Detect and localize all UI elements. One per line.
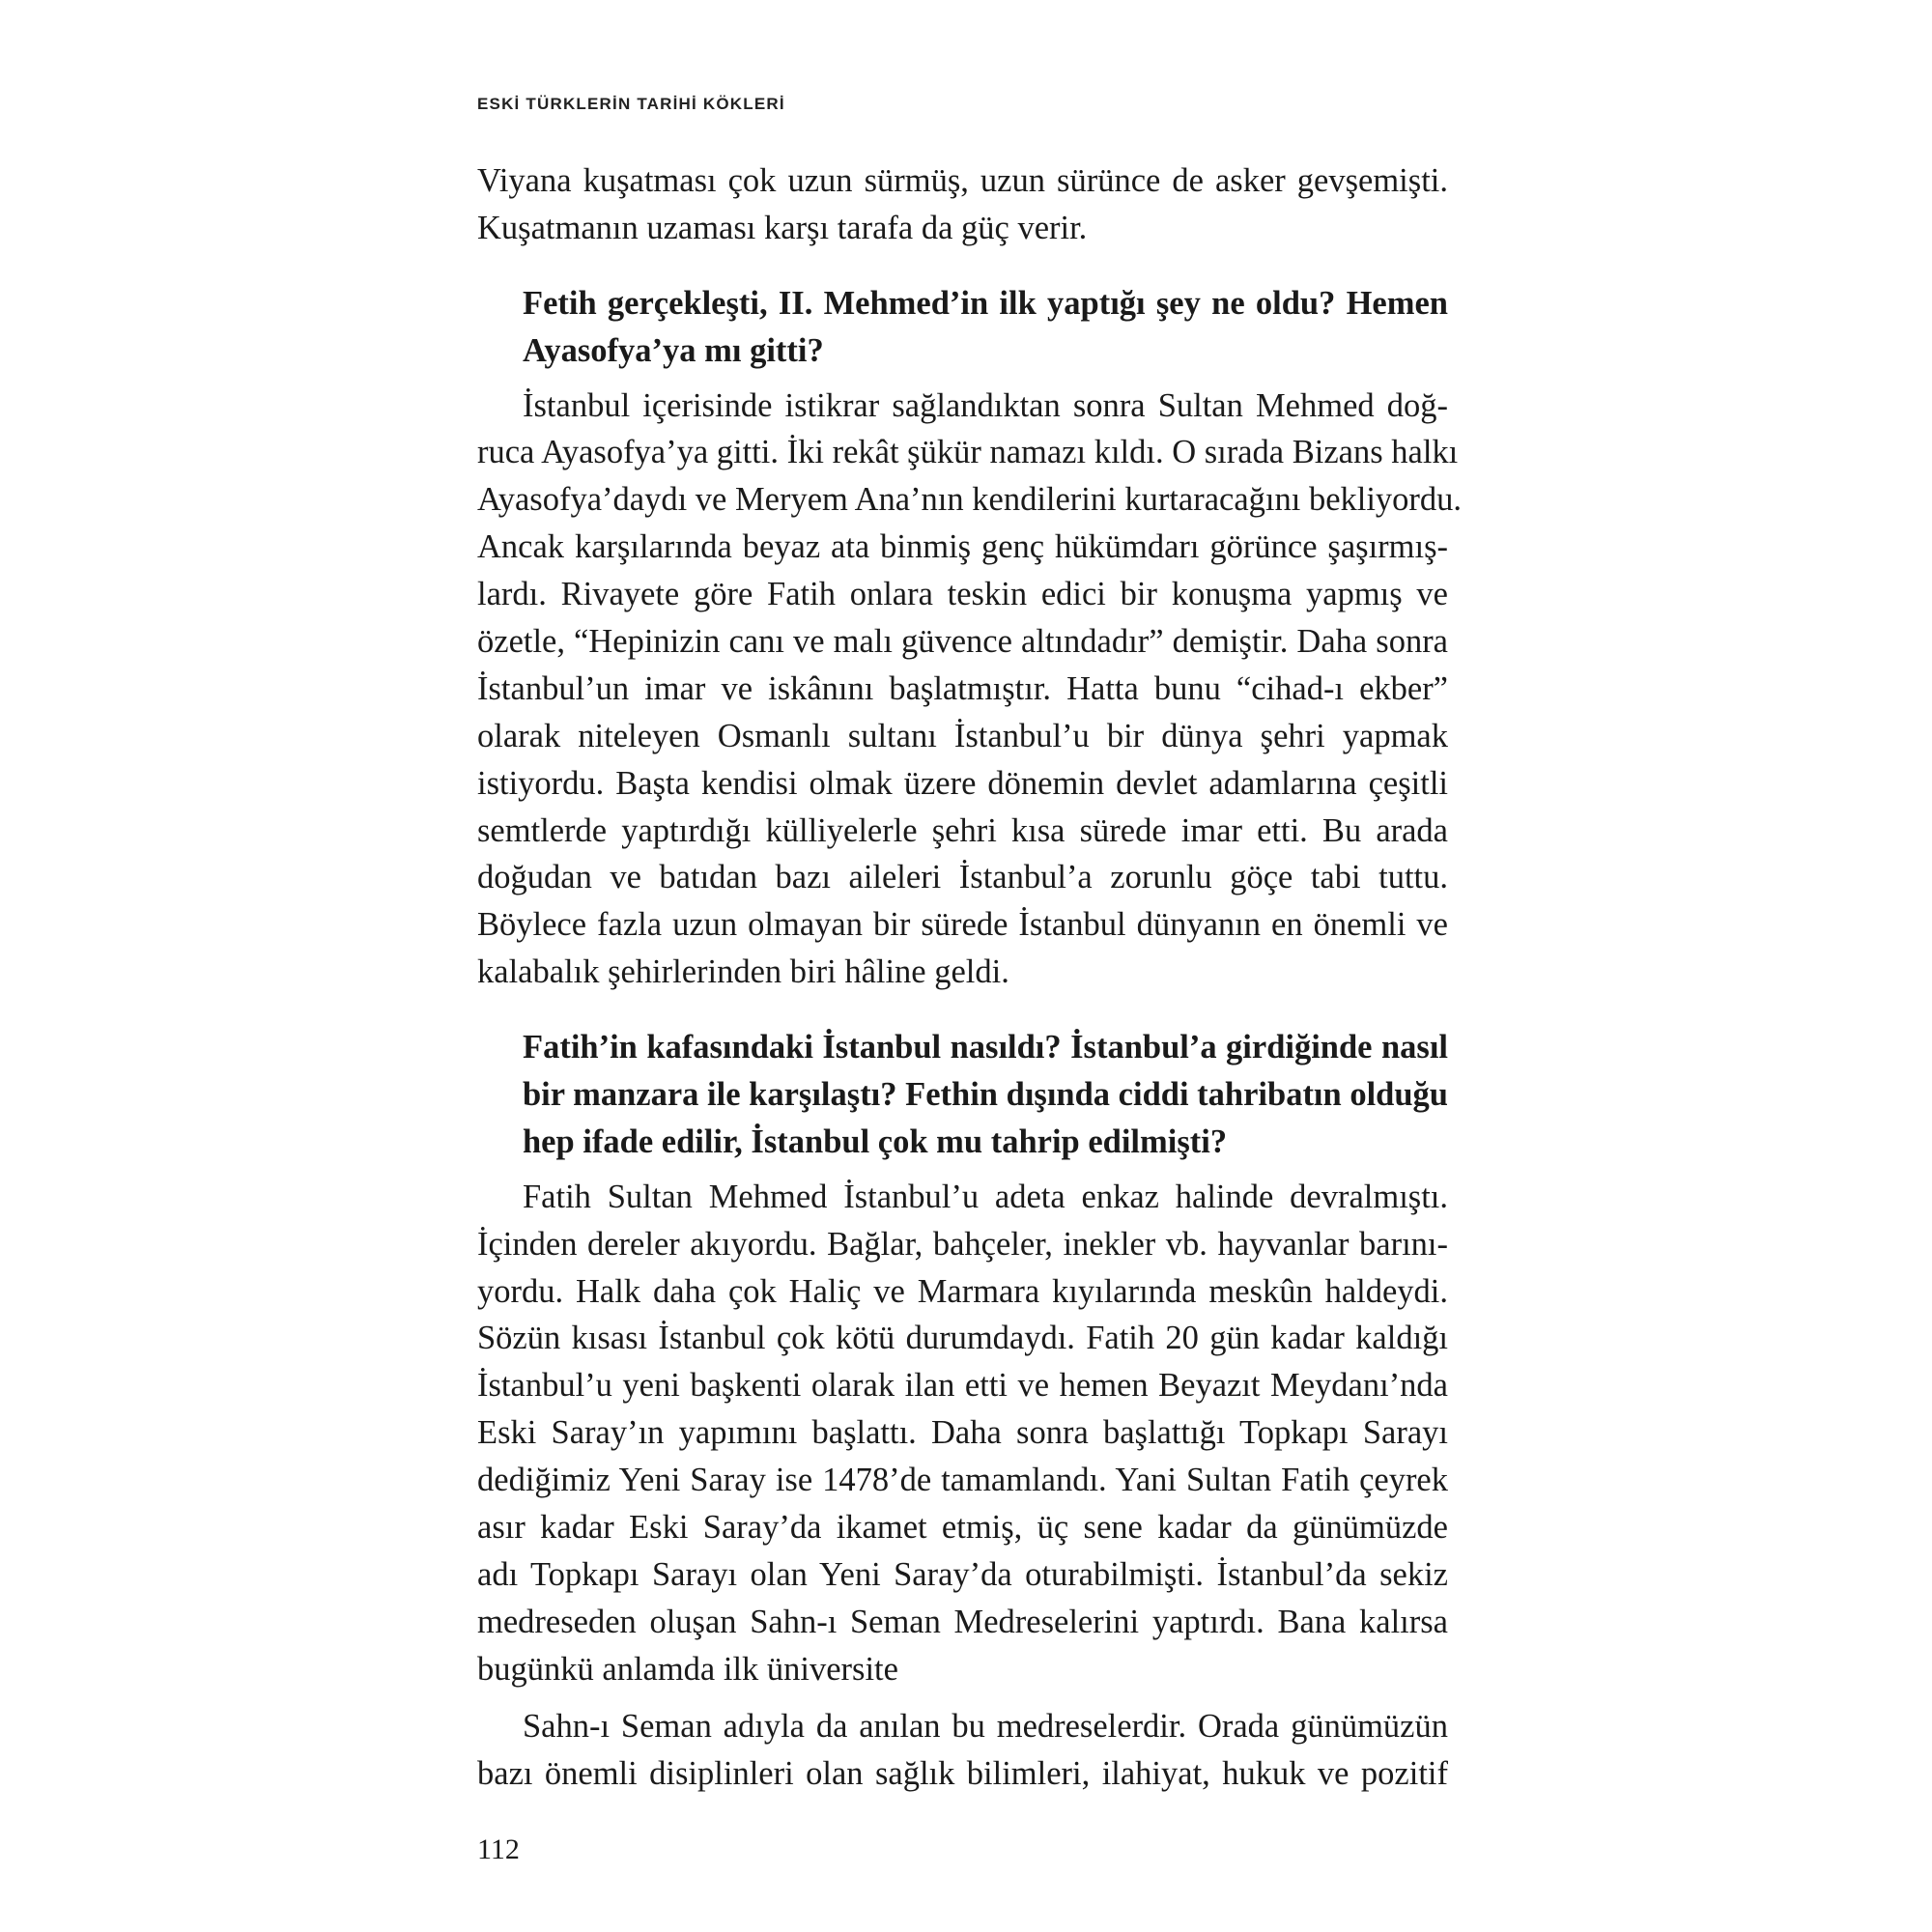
text-line: ruca Ayasofya’ya gitti. İki rekât şükür namazı kıldı. O sırada Bizans halkı bbox=[477, 434, 1459, 471]
text-line: istiyordu. Başta kendisi olmak üzere dönemin devlet adamlarına çeşitli bbox=[477, 764, 1448, 802]
text-line: Sahn-ı Seman adıyla da anılan bu medreselerdir. Orada günümüzün bbox=[523, 1707, 1448, 1745]
text-line: lardı. Rivayete göre Fatih onlara teskin edici bir konuşma yapmış ve bbox=[477, 576, 1448, 613]
text-line: bugünkü anlamda ilk üniversite bbox=[477, 1650, 898, 1688]
answer-2-paragraph bbox=[477, 1174, 1448, 1693]
question-line: Fatih’in kafasındaki İstanbul nasıldı? İstanbul’a girdiğinde nasıl bbox=[523, 1029, 1448, 1066]
question-2 bbox=[477, 1024, 1448, 1166]
text-line: Eski Saray’ın yapımını başlattı. Daha sonra başlattığı Topkapı Sarayı bbox=[477, 1414, 1448, 1452]
text-line: özetle, “Hepinizin canı ve malı güvence altındadır” demiştir. Daha sonra bbox=[477, 623, 1448, 661]
answer-1-paragraph bbox=[477, 383, 1463, 997]
text-line: adı Topkapı Sarayı olan Yeni Saray’da oturabilmişti. İstanbul’da sekiz bbox=[477, 1555, 1448, 1593]
text-line: dediğimiz Yeni Saray ise 1478’de tamamlandı. Yani Sultan Fatih çeyrek bbox=[477, 1462, 1448, 1499]
text-line: Kuşatmanın uzaması karşı tarafa da güç verir. bbox=[477, 209, 1088, 246]
question-line: hep ifade edilir, İstanbul çok mu tahrip edilmişti? bbox=[523, 1122, 1228, 1160]
question-line: Fetih gerçekleşti, II. Mehmed’in ilk yaptığı şey ne oldu? Hemen bbox=[523, 284, 1448, 322]
text-line: bazı önemli disiplinleri olan sağlık bilimleri, ilahiyat, hukuk ve pozitif bbox=[477, 1754, 1448, 1792]
question-1 bbox=[477, 280, 1448, 375]
text-line: İstanbul’u yeni başkenti olarak ilan etti ve hemen Beyazıt Meydanı’nda bbox=[477, 1367, 1448, 1405]
answer-3-paragraph bbox=[477, 1703, 1448, 1798]
text-line: Sözün kısası İstanbul çok kötü durumdaydı. Fatih 20 gün kadar kaldığı bbox=[477, 1320, 1448, 1357]
text-line: olarak niteleyen Osmanlı sultanı İstanbul’u bir dünya şehri yapmak bbox=[477, 717, 1448, 754]
text-line: asır kadar Eski Saray’da ikamet etmiş, üç sene kadar da günümüzde bbox=[477, 1509, 1448, 1547]
text-line: Ancak karşılarında beyaz ata binmiş genç hükümdarı görünce şaşırmış- bbox=[477, 528, 1448, 566]
page-number: 112 bbox=[477, 1833, 520, 1865]
text-line: Viyana kuşatması çok uzun sürmüş, uzun sürünce de asker gevşemişti. bbox=[477, 162, 1448, 199]
text-line: İstanbul içerisinde istikrar sağlandıktan sonra Sultan Mehmed doğ- bbox=[523, 386, 1448, 424]
question-line: Ayasofya’ya mı gitti? bbox=[523, 331, 824, 369]
text-line: doğudan ve batıdan bazı aileleri İstanbul’a zorunlu göçe tabi tuttu. bbox=[477, 859, 1448, 896]
body-text bbox=[477, 157, 1463, 1797]
text-line: kalabalık şehirlerinden biri hâline geldi. bbox=[477, 953, 1009, 991]
text-line: İçinden dereler akıyordu. Bağlar, bahçeler, inekler vb. hayvanlar barını- bbox=[477, 1225, 1448, 1263]
text-line: medreseden oluşan Sahn-ı Seman Medreselerini yaptırdı. Bana kalırsa bbox=[477, 1603, 1448, 1640]
text-line: Ayasofya’daydı ve Meryem Ana’nın kendilerini kurtaracağını bekliyordu. bbox=[477, 481, 1463, 519]
question-line: bir manzara ile karşılaştı? Fethin dışında ciddi tahribatın olduğu bbox=[523, 1076, 1448, 1114]
text-line: semtlerde yaptırdığı külliyelerle şehri kısa sürede imar etti. Bu arada bbox=[477, 811, 1448, 849]
text-line: Böylece fazla uzun olmayan bir sürede İstanbul dünyanın en önemli ve bbox=[477, 906, 1448, 944]
text-line: yordu. Halk daha çok Haliç ve Marmara kıyılarında meskûn haldeydi. bbox=[477, 1272, 1448, 1310]
text-line: Fatih Sultan Mehmed İstanbul’u adeta enkaz halinde devralmıştı. bbox=[523, 1178, 1448, 1215]
text-line: İstanbul’un imar ve iskânını başlatmıştır. Hatta bunu “cihad-ı ekber” bbox=[477, 669, 1448, 707]
running-head: ESKİ TÜRKLERİN TARİHİ KÖKLERİ bbox=[477, 95, 785, 113]
intro-paragraph bbox=[477, 157, 1448, 252]
